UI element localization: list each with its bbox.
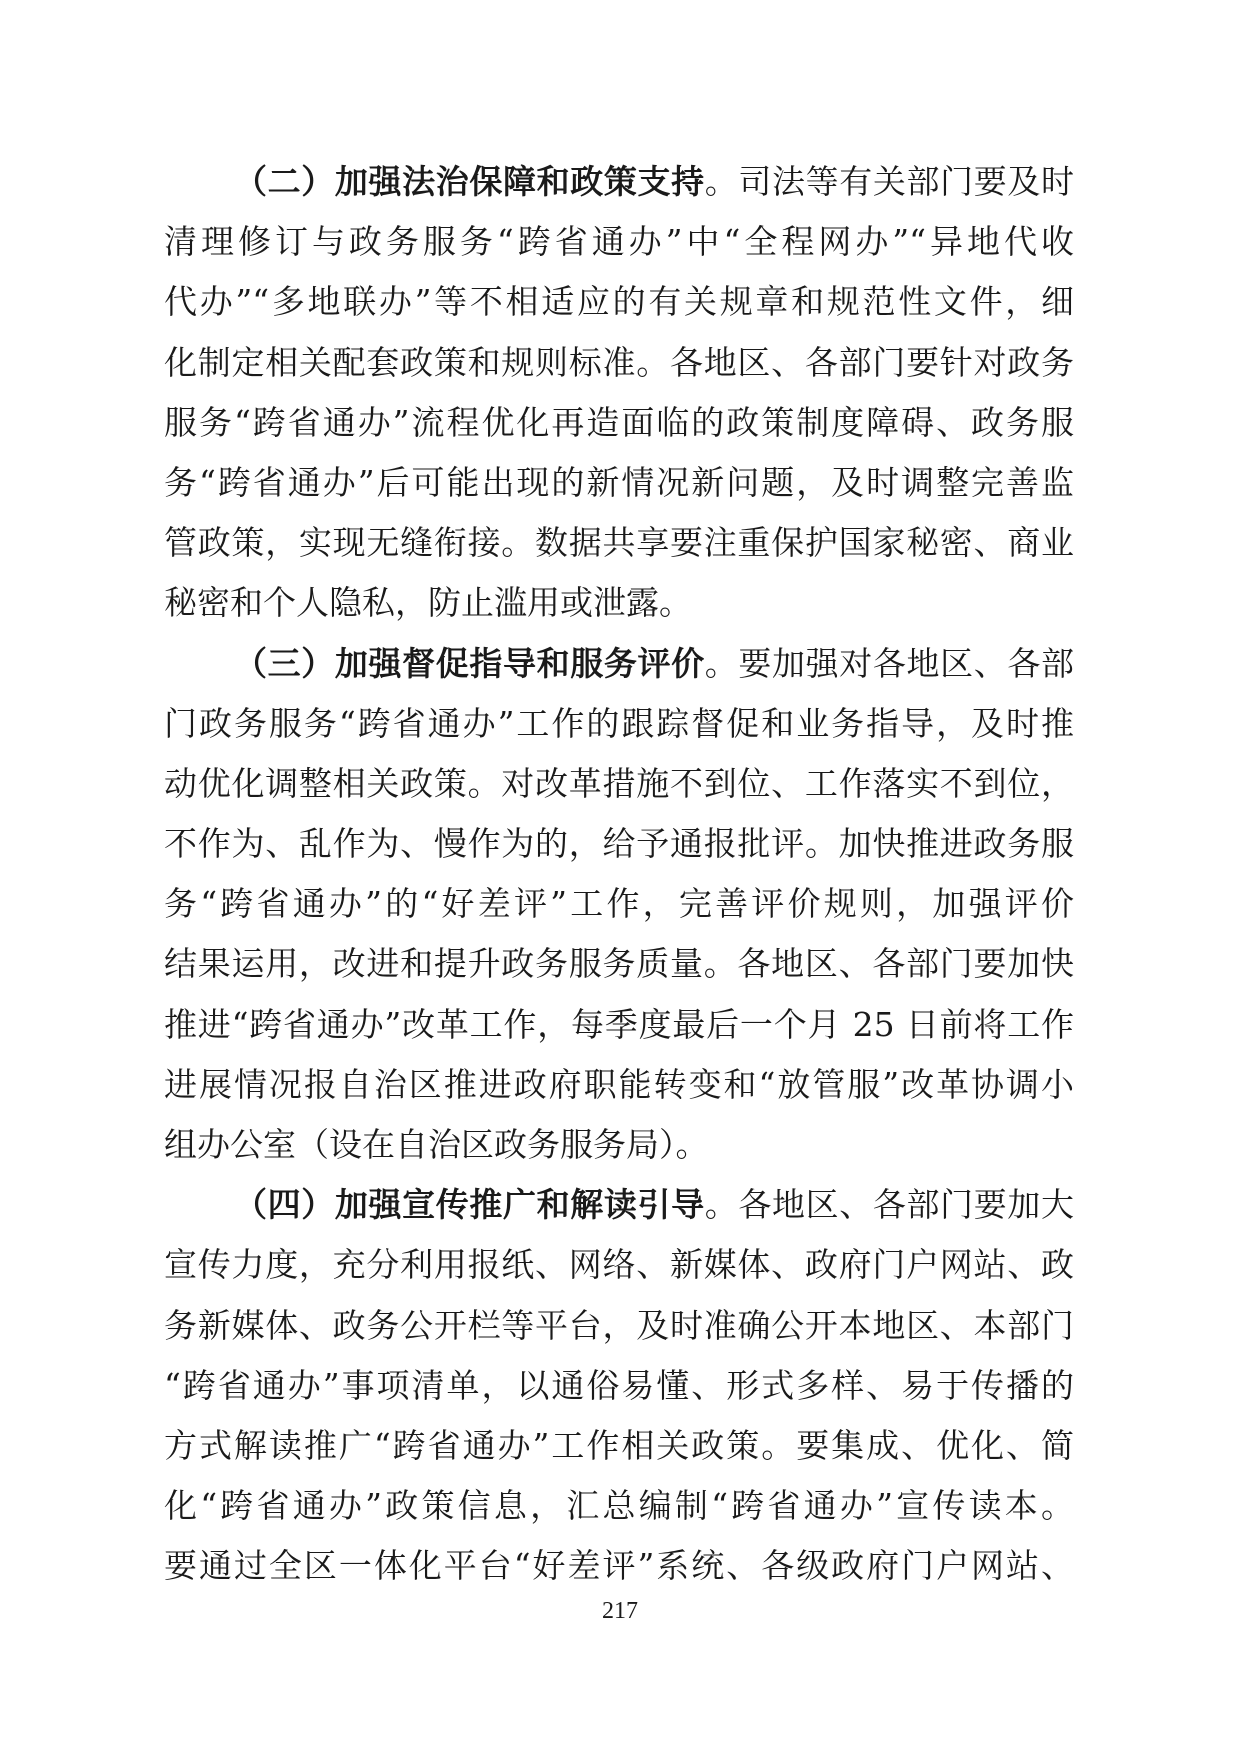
paragraph-line xyxy=(164,934,1074,994)
body-text xyxy=(164,152,1074,1597)
paragraph-line xyxy=(164,754,1074,814)
section-heading-line xyxy=(164,152,1074,212)
paragraph-line xyxy=(164,272,1074,332)
paragraph-line xyxy=(164,1115,1074,1175)
section-heading: （四）加强宣传推广和解读引导 xyxy=(234,1185,705,1225)
line-text: 务“跨省通办”的“好差评”工作，完善评价规则，加强评价 xyxy=(164,884,1074,924)
paragraph-line xyxy=(164,1296,1074,1356)
line-text: 。要加强对各地区、各部 xyxy=(704,643,1074,683)
line-text: 清理修订与政务服务“跨省通办”中“全程网办”“异地代收 xyxy=(164,222,1074,262)
line-text: 进展情况报自治区推进政府职能转变和“放管服”改革协调小 xyxy=(164,1064,1074,1104)
paragraph-line xyxy=(164,212,1074,272)
line-text: 推进“跨省通办”改革工作，每季度最后一个月 25 日前将工作 xyxy=(164,1004,1074,1044)
section-heading-line xyxy=(164,634,1074,694)
paragraph-line xyxy=(164,453,1074,513)
paragraph-line xyxy=(164,1235,1074,1295)
line-text: 方式解读推广“跨省通办”工作相关政策。要集成、优化、简 xyxy=(164,1425,1074,1465)
line-text: 要通过全区一体化平台“好差评”系统、各级政府门户网站、 xyxy=(164,1546,1074,1586)
section-heading: （二）加强法治保障和政策支持 xyxy=(234,162,705,201)
paragraph-line xyxy=(164,1416,1074,1476)
line-text: 务新媒体、政务公开栏等平台，及时准确公开本地区、本部门 xyxy=(164,1305,1074,1345)
line-text: 化“跨省通办”政策信息，汇总编制“跨省通办”宣传读本。 xyxy=(164,1486,1074,1526)
section-heading: （三）加强督促指导和服务评价 xyxy=(234,643,705,683)
line-text: 门政务服务“跨省通办”工作的跟踪督促和业务指导，及时推 xyxy=(164,703,1074,743)
line-text: 动优化调整相关政策。对改革措施不到位、工作落实不到位， xyxy=(164,763,1074,803)
paragraph-line xyxy=(164,1476,1074,1536)
paragraph-line xyxy=(164,1356,1074,1416)
paragraph-line xyxy=(164,513,1074,573)
paragraph-line xyxy=(164,995,1074,1055)
section-heading-line xyxy=(164,1175,1074,1235)
line-text: 服务“跨省通办”流程优化再造面临的政策制度障碍、政务服 xyxy=(164,402,1074,442)
line-text: 秘密和个人隐私，防止滥用或泄露。 xyxy=(164,583,692,623)
paragraph-line xyxy=(164,694,1074,754)
paragraph-line xyxy=(164,1536,1074,1596)
line-text: 不作为、乱作为、慢作为的，给予通报批评。加快推进政务服 xyxy=(164,824,1074,864)
line-text: 。司法等有关部门要及时 xyxy=(704,162,1074,201)
paragraph-line xyxy=(164,1055,1074,1115)
line-text: 务“跨省通办”后可能出现的新情况新问题，及时调整完善监 xyxy=(164,462,1074,502)
line-text: 。各地区、各部门要加大 xyxy=(704,1185,1074,1225)
page-number: 217 xyxy=(602,1598,638,1624)
line-text: 组办公室（设在自治区政务服务局）。 xyxy=(164,1125,709,1164)
paragraph-line xyxy=(164,333,1074,393)
line-text: 管政策，实现无缝衔接。数据共享要注重保护国家秘密、商业 xyxy=(164,523,1074,563)
line-text: 代办”“多地联办”等不相适应的有关规章和规范性文件，细 xyxy=(164,282,1074,322)
line-text: 结果运用，改进和提升政务服务质量。各地区、各部门要加快 xyxy=(164,944,1074,984)
line-text: 宣传力度，充分利用报纸、网络、新媒体、政府门户网站、政 xyxy=(164,1245,1074,1285)
line-text: “跨省通办”事项清单，以通俗易懂、形式多样、易于传播的 xyxy=(164,1365,1074,1405)
paragraph-line xyxy=(164,874,1074,934)
paragraph-line xyxy=(164,814,1074,874)
line-text: 化制定相关配套政策和规则标准。各地区、各部门要针对政务 xyxy=(164,342,1074,382)
paragraph-line xyxy=(164,393,1074,453)
paragraph-line xyxy=(164,573,1074,633)
